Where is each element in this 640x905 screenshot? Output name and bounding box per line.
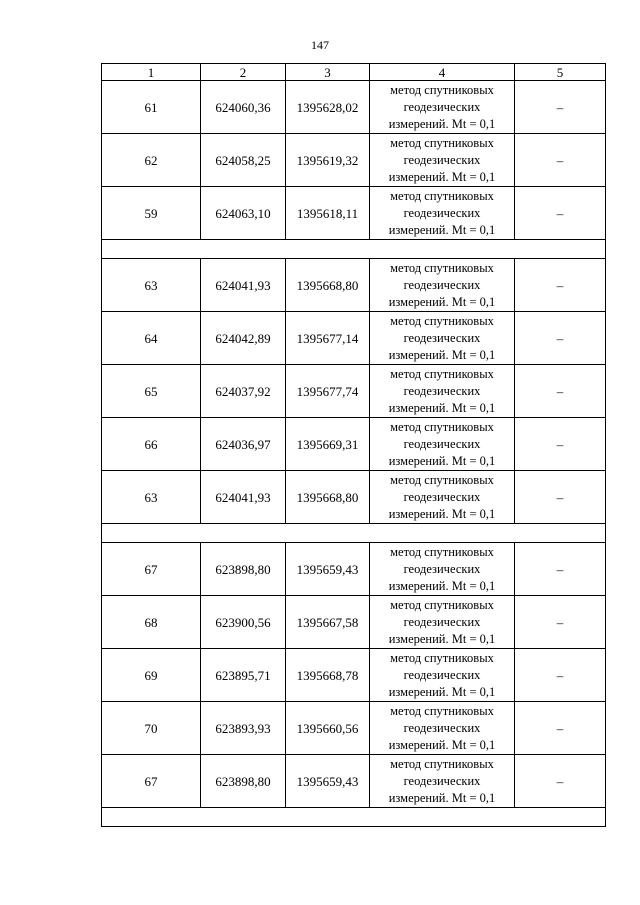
dash-cell: – (515, 312, 606, 365)
y-coordinate-cell: 1395628,02 (286, 81, 370, 134)
method-text-line: метод спутниковых (390, 756, 494, 771)
dash-cell: – (515, 259, 606, 312)
dash-cell: – (515, 365, 606, 418)
table-row (102, 702, 606, 755)
y-coordinate-cell: 1395619,32 (286, 134, 370, 187)
x-coordinate-cell: 623898,80 (201, 543, 286, 596)
method-cell (370, 755, 515, 808)
coordinates-table (101, 63, 606, 827)
point-number-cell: 64 (102, 312, 201, 365)
table-row (102, 543, 606, 596)
method-text-line: измерений. Mt = 0,1 (388, 737, 496, 752)
point-number-cell: 65 (102, 365, 201, 418)
point-number-cell: 70 (102, 702, 201, 755)
point-number-cell: 68 (102, 596, 201, 649)
method-text-line: метод спутниковых (390, 366, 494, 381)
separator-row (102, 240, 606, 259)
method-text-line: измерений. Mt = 0,1 (388, 631, 496, 646)
method-text-line: геодезических (403, 330, 481, 345)
method-cell (370, 365, 515, 418)
y-coordinate-cell: 1395668,80 (286, 471, 370, 524)
y-coordinate-cell: 1395618,11 (286, 187, 370, 240)
dash-cell: – (515, 187, 606, 240)
y-coordinate-cell: 1395659,43 (286, 755, 370, 808)
y-coordinate-cell: 1395677,74 (286, 365, 370, 418)
method-text-line: измерений. Mt = 0,1 (388, 222, 496, 237)
header-cell: 5 (515, 64, 606, 81)
y-coordinate-cell: 1395677,14 (286, 312, 370, 365)
method-text-line: метод спутниковых (390, 313, 494, 328)
method-text-line: геодезических (403, 489, 481, 504)
page-number: 147 (311, 38, 329, 52)
x-coordinate-cell: 624063,10 (201, 187, 286, 240)
x-coordinate-cell: 623895,71 (201, 649, 286, 702)
point-number-cell: 66 (102, 418, 201, 471)
y-coordinate-cell: 1395659,43 (286, 543, 370, 596)
x-coordinate-cell: 624058,25 (201, 134, 286, 187)
method-text-line: метод спутниковых (390, 419, 494, 434)
y-coordinate-cell: 1395660,56 (286, 702, 370, 755)
table-row (102, 596, 606, 649)
header-cell: 3 (286, 64, 370, 81)
table-row (102, 312, 606, 365)
x-coordinate-cell: 624041,93 (201, 471, 286, 524)
separator-cell (102, 808, 606, 827)
x-coordinate-cell: 623900,56 (201, 596, 286, 649)
table-row (102, 471, 606, 524)
method-text-line: измерений. Mt = 0,1 (388, 453, 496, 468)
table-row (102, 259, 606, 312)
separator-cell (102, 524, 606, 543)
dash-cell: – (515, 649, 606, 702)
method-cell (370, 312, 515, 365)
point-number-cell: 69 (102, 649, 201, 702)
y-coordinate-cell: 1395668,80 (286, 259, 370, 312)
method-cell (370, 471, 515, 524)
header-cell: 4 (370, 64, 515, 81)
table-row (102, 755, 606, 808)
y-coordinate-cell: 1395667,58 (286, 596, 370, 649)
method-cell (370, 81, 515, 134)
method-cell (370, 418, 515, 471)
separator-row (102, 808, 606, 827)
method-text-line: геодезических (403, 205, 481, 220)
method-text-line: метод спутниковых (390, 472, 494, 487)
point-number-cell: 67 (102, 543, 201, 596)
method-text-line: измерений. Mt = 0,1 (388, 506, 496, 521)
method-cell (370, 134, 515, 187)
method-text-line: измерений. Mt = 0,1 (388, 116, 496, 131)
method-text-line: измерений. Mt = 0,1 (388, 400, 496, 415)
point-number-cell: 67 (102, 755, 201, 808)
x-coordinate-cell: 624041,93 (201, 259, 286, 312)
table-row (102, 365, 606, 418)
point-number-cell: 63 (102, 471, 201, 524)
separator-cell (102, 240, 606, 259)
method-text-line: измерений. Mt = 0,1 (388, 294, 496, 309)
x-coordinate-cell: 623898,80 (201, 755, 286, 808)
table-row (102, 134, 606, 187)
method-text-line: геодезических (403, 152, 481, 167)
method-text-line: геодезических (403, 99, 481, 114)
method-cell (370, 259, 515, 312)
header-row (102, 64, 606, 81)
method-text-line: геодезических (403, 773, 481, 788)
method-text-line: измерений. Mt = 0,1 (388, 347, 496, 362)
method-text-line: метод спутниковых (390, 188, 494, 203)
method-text-line: метод спутниковых (390, 703, 494, 718)
method-text-line: метод спутниковых (390, 650, 494, 665)
table-row (102, 187, 606, 240)
dash-cell: – (515, 81, 606, 134)
method-text-line: геодезических (403, 383, 481, 398)
method-text-line: геодезических (403, 277, 481, 292)
x-coordinate-cell: 624037,92 (201, 365, 286, 418)
dash-cell: – (515, 596, 606, 649)
table-row (102, 81, 606, 134)
header-cell: 1 (102, 64, 201, 81)
method-text-line: геодезических (403, 614, 481, 629)
dash-cell: – (515, 702, 606, 755)
method-text-line: измерений. Mt = 0,1 (388, 578, 496, 593)
method-text-line: геодезических (403, 720, 481, 735)
method-cell (370, 596, 515, 649)
method-text-line: метод спутниковых (390, 82, 494, 97)
dash-cell: – (515, 471, 606, 524)
x-coordinate-cell: 624042,89 (201, 312, 286, 365)
coordinates-table-body (102, 64, 606, 827)
dash-cell: – (515, 755, 606, 808)
dash-cell: – (515, 418, 606, 471)
method-cell (370, 543, 515, 596)
x-coordinate-cell: 624036,97 (201, 418, 286, 471)
table-row (102, 649, 606, 702)
method-text-line: геодезических (403, 667, 481, 682)
point-number-cell: 63 (102, 259, 201, 312)
method-text-line: измерений. Mt = 0,1 (388, 790, 496, 805)
y-coordinate-cell: 1395668,78 (286, 649, 370, 702)
table-row (102, 418, 606, 471)
method-text-line: геодезических (403, 561, 481, 576)
method-cell (370, 187, 515, 240)
method-text-line: измерений. Mt = 0,1 (388, 684, 496, 699)
dash-cell: – (515, 134, 606, 187)
x-coordinate-cell: 624060,36 (201, 81, 286, 134)
method-text-line: геодезических (403, 436, 481, 451)
point-number-cell: 59 (102, 187, 201, 240)
header-cell: 2 (201, 64, 286, 81)
point-number-cell: 61 (102, 81, 201, 134)
method-text-line: метод спутниковых (390, 260, 494, 275)
method-text-line: метод спутниковых (390, 597, 494, 612)
method-cell (370, 649, 515, 702)
method-text-line: измерений. Mt = 0,1 (388, 169, 496, 184)
point-number-cell: 62 (102, 134, 201, 187)
method-cell (370, 702, 515, 755)
separator-row (102, 524, 606, 543)
y-coordinate-cell: 1395669,31 (286, 418, 370, 471)
x-coordinate-cell: 623893,93 (201, 702, 286, 755)
method-text-line: метод спутниковых (390, 544, 494, 559)
dash-cell: – (515, 543, 606, 596)
method-text-line: метод спутниковых (390, 135, 494, 150)
